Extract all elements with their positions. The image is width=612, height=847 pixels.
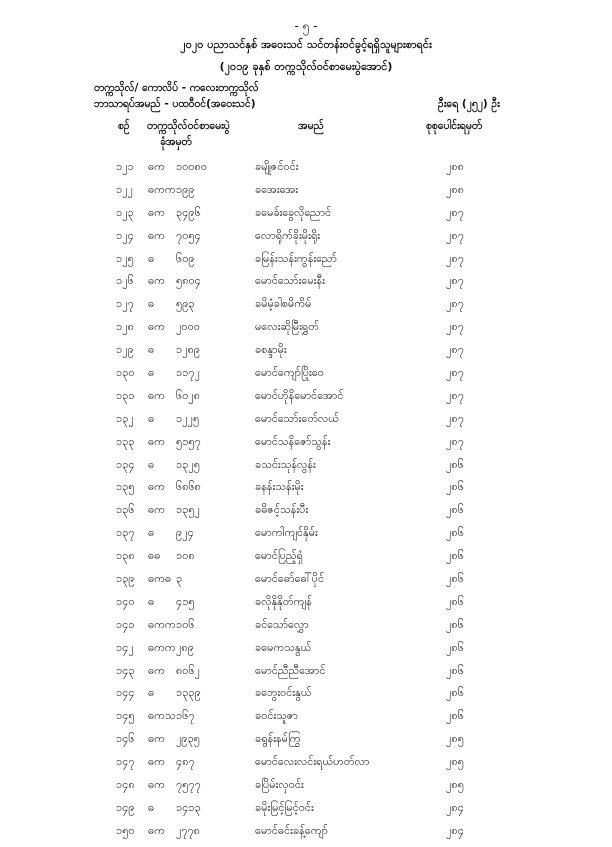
row-number: ၁၂၅ [116, 251, 134, 265]
roll-number: ၃ [176, 572, 183, 586]
header-name: အမည် [298, 120, 324, 132]
row-number: ၁၃၄ [116, 457, 135, 471]
row-number: ၁၄၀ [116, 594, 135, 608]
row-number: ၁၃၈ [116, 549, 135, 563]
roll-prefix: ဓက [148, 205, 165, 219]
row-number: ၁၄၈ [116, 778, 135, 792]
row-number: ၁၄၁ [116, 617, 135, 631]
page-number: - ၅ - [294, 19, 318, 33]
total-mark: ၂၈၆ [446, 457, 464, 471]
candidate-name: မောင်ဟိုနိမောင်အောင် [255, 388, 344, 402]
table-row [0, 503, 612, 526]
row-number: ၁၂၈ [116, 320, 134, 334]
candidate-name: မောင်ဓင်းခန့်ကျော် [255, 823, 328, 837]
department-label: တက္ကသိုလ်/ ကောလိပ် - ကလေးတက္ကသိုလ် [94, 82, 259, 94]
roll-number: ၅၉၃ [176, 297, 195, 311]
roll-number: ၇၅၇၇ [176, 778, 201, 792]
candidate-name: ခနန်းသန်းမိုး [255, 480, 304, 494]
total-mark: ၂၈၄ [446, 823, 464, 837]
row-number: ၁၃၀ [116, 366, 135, 380]
roll-number: ၁၂၂၅ [176, 411, 200, 425]
roll-number: ၁၁၇၂ [176, 366, 200, 380]
table-row [0, 366, 612, 389]
roll-prefix: ဓက [148, 503, 165, 517]
roll-number: ၁၀၆ [176, 617, 195, 631]
table-row [0, 458, 612, 481]
candidate-name: မောင်ညီညီအောင် [255, 663, 326, 677]
header-roll: တက္ကသိုလ်ဝင်စာမေးပွဲ [147, 120, 230, 132]
row-number: ၁၂၇ [116, 297, 134, 311]
candidate-name: ခပြိမ်းလှဝင်း [255, 778, 304, 792]
roll-prefix: ဓက [148, 160, 165, 173]
table-row [0, 320, 612, 343]
roll-prefix: ဓက [148, 320, 165, 334]
roll-number: ၁၂၈၉ [176, 343, 201, 357]
table-row [0, 206, 612, 229]
total-mark: ၂၈၆ [446, 663, 464, 677]
roll-number: ၆၈၆၈ [176, 480, 201, 494]
row-number: ၁၃၇ [116, 526, 135, 540]
total-mark: ၂၈၅ [446, 732, 464, 746]
row-number: ၁၂၁ [116, 160, 134, 173]
candidate-name: ခဘွေးဝင်းနွယ် [255, 686, 312, 700]
total-mark: ၂၈၆ [446, 686, 464, 700]
row-number: ၁၃၉ [116, 572, 135, 586]
roll-prefix: ဓက [148, 228, 165, 242]
results-list [0, 160, 612, 847]
roll-prefix: ဓကဓ [148, 572, 172, 586]
roll-number: ၁၆၇ [176, 709, 195, 723]
roll-prefix: ဓ [148, 800, 155, 814]
total-mark: ၂၈၇ [446, 388, 464, 402]
roll-prefix: ဓက [148, 778, 165, 792]
candidate-name: ခမေခ်းခွေလိုညောင် [255, 205, 332, 219]
roll-prefix: ဓ [148, 343, 155, 357]
total-mark: ၂၈၆ [446, 594, 464, 608]
table-row [0, 526, 612, 549]
total-mark: ၂၈၇ [446, 434, 464, 448]
total-mark: ၂၈၇ [446, 205, 464, 219]
row-number: ၁၅၀ [116, 823, 135, 837]
candidate-name: ခလိုနိုနိုတ်ကျန် [255, 594, 312, 608]
table-row [0, 755, 612, 778]
roll-prefix: ဓကက [148, 640, 176, 654]
candidate-name: မောင်ဓော်ဓေါ်ပိုင် [255, 572, 325, 586]
roll-number: ၁၀၈ [176, 549, 195, 563]
roll-prefix: ဓက [148, 274, 165, 288]
roll-number: ၁၉၉ [176, 182, 195, 196]
roll-prefix: ဓက [148, 823, 165, 837]
total-mark: ၂၈၅ [446, 755, 464, 769]
candidate-name: မောင်သနိဇော်သွန်း [255, 434, 331, 448]
table-row [0, 252, 612, 275]
total-mark: ၂၈၇ [446, 411, 464, 425]
roll-prefix: ဓ [148, 526, 155, 540]
row-number: ၁၄၂ [116, 640, 134, 654]
table-row [0, 664, 612, 687]
row-number: ၁၂၄ [116, 228, 134, 242]
roll-prefix: ဓဓ [148, 549, 161, 563]
total-mark: ၂၈၆ [446, 503, 464, 517]
row-number: ၁၂၂ [116, 182, 133, 196]
candidate-name: ခရွန်းနမ်ကြွ [255, 732, 301, 746]
candidate-name: ခဝင်းသူဇာ [255, 709, 298, 723]
roll-prefix: ဓ [148, 366, 155, 380]
row-number: ၁၃၃ [116, 434, 135, 448]
table-row [0, 297, 612, 320]
roll-prefix: ဓက [148, 755, 165, 769]
roll-number: ၃၄၉၆ [176, 205, 201, 219]
table-row [0, 412, 612, 435]
roll-prefix: ဓကက [148, 182, 176, 196]
candidate-name: လောရိုက်ခိုးမိုးရိုး [255, 228, 321, 242]
row-number: ၁၃၅ [116, 480, 135, 494]
roll-number: ၄၁၅ [176, 594, 195, 608]
header-mark: စုစုပေါင်းရမှတ် [426, 120, 483, 132]
roll-prefix: ဓ [148, 686, 155, 700]
total-mark: ၂၈၇ [446, 274, 464, 288]
row-number: ၁၄၅ [116, 709, 135, 723]
roll-number: ၇၀၅၄ [176, 228, 201, 242]
roll-prefix: ဓ [148, 457, 155, 471]
total-mark: ၂၈၈ [446, 182, 464, 196]
roll-number: ၂၉၃၅ [176, 732, 200, 746]
candidate-name: ခမြန်းသန်းကွန်းညော် [255, 251, 337, 265]
roll-number: ၁၃၂၅ [176, 457, 200, 471]
total-mark: ၂၈၆ [446, 709, 464, 723]
roll-number: ၈၀၆၂ [176, 663, 201, 677]
total-mark: ၂၈၈ [446, 160, 464, 173]
roll-number: ၁၀၀၈၀ [176, 160, 208, 173]
candidate-name: ခမျိုဇင်ဝင်း [255, 160, 299, 173]
table-row [0, 572, 612, 595]
roll-prefix: ဓက [148, 434, 165, 448]
row-number: ၁၃၂ [116, 411, 134, 425]
table-row [0, 183, 612, 206]
table-row [0, 618, 612, 641]
total-mark: ၂၈၆ [446, 480, 464, 494]
row-number: ၁၄၃ [116, 663, 135, 677]
roll-prefix: ဓကသ [148, 709, 176, 723]
total-mark: ၂၈၆ [446, 526, 464, 540]
header-roll-line2: ခုံအမှတ် [160, 136, 192, 148]
row-number: ၁၃၆ [116, 503, 135, 517]
total-mark: ၂၈၅ [446, 778, 464, 792]
candidate-name: မောင်သော်းမေးနီး [255, 274, 325, 288]
table-row [0, 686, 612, 709]
candidate-name: မောင်သော်းဝော်လယ် [255, 411, 340, 425]
roll-prefix: ဓ [148, 594, 155, 608]
total-mark: ၂၈၇ [446, 320, 464, 334]
total-mark: ၂၈၇ [446, 297, 464, 311]
candidate-name: ခင်သော်လွှော [255, 617, 309, 631]
roll-prefix: ဓက [148, 388, 165, 402]
candidate-name: မောင်လေးလင်းရယ်ဟတ်လာ [255, 755, 370, 769]
candidate-name: ခမိုးမြင့်မြင့်ဝင်း [255, 800, 314, 814]
roll-number: ၂၇၇၈ [176, 823, 201, 837]
total-mark: ၂၈၄ [446, 800, 464, 814]
subject-label: ဘာသာရပ်အမည် - ပထဝီဝင်(အဝေးသင်) [94, 98, 256, 110]
row-number: ၁၄၉ [116, 800, 135, 814]
table-row [0, 480, 612, 503]
candidate-name: ခသင်းသုန်လွန်း [255, 457, 316, 471]
roll-number: ၂၈၉ [176, 640, 194, 654]
row-number: ၁၂၃ [116, 205, 134, 219]
total-mark: ၂၈၇ [446, 228, 464, 242]
row-number: ၁၄၆ [116, 732, 135, 746]
total-mark: ၂၈၇ [446, 251, 464, 265]
roll-number: ၅၈၀၄ [176, 274, 201, 288]
candidate-name: ခမေကသနွယ် [255, 640, 312, 654]
table-row [0, 343, 612, 366]
table-row [0, 732, 612, 755]
row-number: ၁၃၁ [116, 388, 135, 402]
table-row [0, 435, 612, 458]
roll-prefix: ဓက [148, 663, 165, 677]
candidate-name: မောင်ကျော်ပြိုးဝေ [255, 366, 324, 380]
roll-prefix: ဓက [148, 732, 165, 746]
candidate-name: ခမိမံ့ခါစမိကိမ် [255, 297, 312, 311]
table-row [0, 549, 612, 572]
row-number: ၁၂၆ [116, 274, 134, 288]
roll-number: ၂၀၀၀ [176, 320, 200, 334]
roll-number: ၁၄၁၃ [176, 800, 201, 814]
roll-number: ၁၃၅၂ [176, 503, 200, 517]
header-no: စဉ် [118, 120, 130, 132]
row-number: ၁၄၄ [116, 686, 135, 700]
roll-number: ၆၀၉ [176, 251, 195, 265]
roll-prefix: ဓ [148, 411, 155, 425]
document-title: ၂၀၂၀ ပညာသင်နှစ် အဝေးသင် သင်တန်းဝင်ခွင့်ရရှိသူများစာရင်း [180, 38, 432, 51]
table-row [0, 801, 612, 824]
table-row [0, 160, 612, 183]
document-subtitle: (၂၀၁၉ ခုနှစ် တက္ကသိုလ်ဝင်စာမေးပွဲအောင်) [219, 60, 393, 73]
table-row [0, 389, 612, 412]
table-row [0, 595, 612, 618]
total-mark: ၂၈၆ [446, 617, 464, 631]
row-number: ၁၂၉ [116, 343, 134, 357]
roll-prefix: ဓကက [148, 617, 176, 631]
total-mark: ၂၈၆ [446, 549, 464, 563]
roll-prefix: ဓ [148, 297, 155, 311]
row-number: ၁၄၇ [116, 755, 135, 769]
quota-label: ဦးရေ (၂၅၂) ဦး [438, 98, 500, 110]
candidate-name: မောကါကျင်နိုမ်း [255, 526, 318, 540]
roll-prefix: ဓက [148, 480, 165, 494]
table-row [0, 274, 612, 297]
roll-number: ၆၀၂၈ [176, 388, 201, 402]
total-mark: ၂၈၇ [446, 343, 464, 357]
roll-number: ၁၃၃၉ [176, 686, 201, 700]
roll-number: ၄၈၇ [176, 755, 195, 769]
roll-prefix: ဓ [148, 251, 155, 265]
total-mark: ၂၈၇ [446, 366, 464, 380]
candidate-name: မလေးဆိုမြီးရွှတ် [255, 320, 319, 334]
candidate-name: ခအေးအေး [255, 182, 299, 196]
candidate-name: မောင်ပြည့်ရှံ [255, 549, 303, 563]
table-row [0, 229, 612, 252]
candidate-name: ခဓိဇင့်သန်းပီး [255, 503, 309, 517]
roll-number: ၅၁၅၇ [176, 434, 201, 448]
total-mark: ၂၈၆ [446, 640, 464, 654]
table-row [0, 709, 612, 732]
candidate-name: ခစန္ဒာမိုး [255, 343, 287, 357]
table-row [0, 824, 612, 847]
table-row [0, 641, 612, 664]
roll-number: ၉၂၄ [176, 526, 194, 540]
table-row [0, 778, 612, 801]
total-mark: ၂၈၆ [446, 572, 464, 586]
